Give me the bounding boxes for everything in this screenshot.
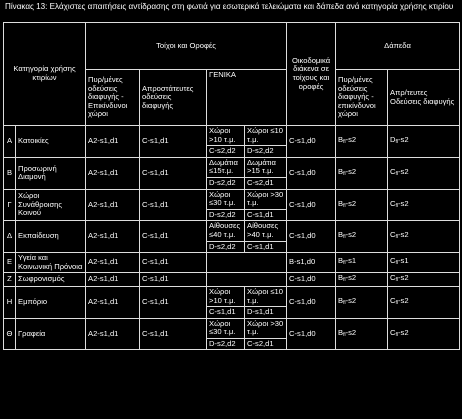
row-general-2-value: C-s1,d1	[245, 241, 287, 253]
row-masonry: C-s1,d0	[287, 273, 336, 287]
row-category-name: Εμπόριο	[16, 286, 86, 318]
row-walls-protected: A2-s1,d1	[86, 157, 140, 189]
header-floors-unprotected: Απρ/τευτες Οδεύσεις διαφυγής	[388, 70, 460, 126]
row-letter: Β	[4, 157, 16, 189]
row-floors-unprotected: $C_{fl}-s2$	[388, 189, 460, 221]
row-general-2-title: Αίθουσες >40 τ.μ.	[245, 221, 287, 241]
row-letter: Δ	[4, 221, 16, 253]
row-general-2-title: Χώροι >30 τ.μ.	[245, 189, 287, 209]
floor-class-subscript: fl	[395, 300, 399, 306]
row-walls-unprotected: C-s1,d1	[140, 253, 207, 273]
row-walls-protected: A2-s1,d1	[86, 221, 140, 253]
row-general-1-title: Χώροι ≤30 τ.μ.	[207, 189, 245, 209]
floor-class-subscript: fl	[343, 331, 346, 338]
row-masonry: C-s1,d0	[287, 318, 336, 350]
row-floors-unprotected: $C_{fl}-s2$	[388, 221, 460, 253]
row-floors-protected: $B_{fl}-s1$	[336, 253, 388, 273]
row-letter: Θ	[4, 318, 16, 350]
floor-class-subscript: fl	[395, 139, 399, 146]
row-category-name: Γραφεία	[16, 318, 86, 350]
header-masonry: Οικοδομικά διάκενα σε τοίχους και οροφές	[287, 23, 336, 126]
row-floors-protected: $B_{fl}-s2$	[336, 157, 388, 189]
header-floors-protected: Πυρ/μένες οδεύσεις διαφυγής - επικίνδυνοι χώροι	[336, 70, 388, 126]
row-floors-protected: $B_{fl}-s2$	[336, 286, 388, 318]
row-walls-protected: A2-s1,d1	[86, 126, 140, 158]
floor-class-subscript: fl	[343, 202, 346, 209]
row-general-1-title: Αίθουσες ≤40 τ.μ.	[207, 221, 245, 241]
row-general-2-title: Χώροι ≤10 τ.μ.	[245, 126, 287, 146]
table-row	[4, 126, 460, 146]
row-walls-protected: A2-s1,d1	[86, 189, 140, 221]
floor-class-subscript: fl	[343, 260, 346, 267]
row-walls-unprotected: C-s1,d1	[140, 126, 207, 158]
header-walls-general: ΓΕΝΙΚΑ	[207, 70, 287, 126]
row-general-1-title: Δωμάτια ≤15τ.μ.	[207, 157, 245, 177]
row-walls-unprotected: C-s1,d1	[140, 221, 207, 253]
row-walls-protected: A2-s1,d1	[86, 253, 140, 273]
row-general-1-title: Χώροι >10 τ.μ.	[207, 286, 245, 306]
row-category-name: Σωφρονισμός	[16, 273, 86, 287]
row-floors-protected: $B_{fl}-s2$	[336, 273, 388, 287]
row-masonry: B-s1,d0	[287, 253, 336, 273]
row-floors-protected: $B_{fl}-s2$	[336, 189, 388, 221]
header-floors: Δάπεδα	[336, 23, 460, 70]
table-row	[4, 286, 460, 306]
table-row	[4, 221, 460, 241]
row-masonry: C-s1,d0	[287, 286, 336, 318]
row-category-name: Χώροι Συνάθροισης Κοινού	[16, 189, 86, 221]
table-row	[4, 157, 460, 177]
floor-class-subscript: fl	[343, 234, 346, 241]
row-masonry: C-s1,d0	[287, 221, 336, 253]
floor-class-subscript: fl	[395, 260, 399, 267]
row-general	[207, 273, 287, 287]
header-walls-unprotected: Απροστάτευτες οδεύσεις διαφυγής	[140, 70, 207, 126]
row-walls-unprotected: C-s1,d1	[140, 318, 207, 350]
table-row	[4, 318, 460, 338]
row-walls-unprotected: C-s1,d1	[140, 286, 207, 318]
row-letter: Η	[4, 286, 16, 318]
row-general-1-value: D-s2,d2	[207, 241, 245, 253]
header-walls-protected: Πυρ/μένες οδεύσεις διαφυγής - Επικίνδυνοι χώροι	[86, 70, 140, 126]
row-general-1-value: D-s2,d2	[207, 209, 245, 221]
row-masonry: C-s1,d0	[287, 157, 336, 189]
row-walls-protected: A2-s1,d1	[86, 318, 140, 350]
row-floors-protected: $B_{fl}-s2$	[336, 126, 388, 158]
row-walls-unprotected: C-s1,d1	[140, 273, 207, 287]
row-walls-protected: A2-s1,d1	[86, 273, 140, 287]
row-floors-unprotected: $C_{fl}-s1$	[388, 253, 460, 273]
row-general-2-value: D-s1,d1	[245, 307, 287, 319]
row-category-name: Κατοικίες	[16, 126, 86, 158]
header-category: Κατηγορία χρήσης κτιρίων	[4, 23, 86, 126]
row-category-name: Εκπαίδευση	[16, 221, 86, 253]
row-general-2-value: C-s1,d1	[245, 209, 287, 221]
row-general-2-value: C-s2,d1	[245, 177, 287, 189]
row-general-2-title: Δωμάτια >15 τ.μ.	[245, 157, 287, 177]
row-general-2-value: D-s2,d2	[245, 146, 287, 158]
row-general-2-title: Χώροι >30 τ.μ.	[245, 318, 287, 338]
row-floors-unprotected: $C_{fl}-s2$	[388, 157, 460, 189]
row-floors-unprotected: $C_{fl}-s2$	[388, 273, 460, 287]
row-walls-protected: A2-s1,d1	[86, 286, 140, 318]
row-letter: Α	[4, 126, 16, 158]
row-floors-unprotected: $C_{fl}-s2$	[388, 318, 460, 350]
row-general-2-title: Χώροι ≤10 τ.μ.	[245, 286, 287, 306]
row-masonry: C-s1,d0	[287, 189, 336, 221]
row-floors-protected: $B_{fl}-s2$	[336, 318, 388, 350]
floor-class-subscript: fl	[395, 331, 399, 338]
row-general-1-value: C-s1,d1	[207, 307, 245, 319]
row-letter: Γ	[4, 189, 16, 221]
row-letter: Ζ	[4, 273, 16, 287]
row-general-1-title: Χώροι ≤30 τ.μ.	[207, 318, 245, 338]
fire-reaction-table	[3, 22, 460, 350]
row-general-1-title: Χώροι >10 τ.μ.	[207, 126, 245, 146]
table-row	[4, 273, 460, 287]
floor-class-subscript: fl	[343, 300, 346, 306]
row-walls-unprotected: C-s1,d1	[140, 157, 207, 189]
table-row	[4, 189, 460, 209]
table-caption: Πίνακας 13: Ελάχιστες απαιτήσεις αντίδρασης στη φωτιά για εσωτερικά τελειώματα και δάπεδα ανά κατηγορία χρήσης κτιρίου	[5, 2, 454, 11]
row-general-1-value: C-s2,d2	[207, 146, 245, 158]
row-floors-protected: $B_{fl}-s2$	[336, 221, 388, 253]
row-general	[207, 253, 287, 273]
row-general-1-value: D-s2,d2	[207, 338, 245, 350]
row-floors-unprotected: $D_{fl}-s2$	[388, 126, 460, 158]
floor-class-subscript: fl	[395, 170, 399, 177]
table-row	[4, 253, 460, 273]
row-letter: Ε	[4, 253, 16, 273]
row-floors-unprotected: $C_{fl}-s2$	[388, 286, 460, 318]
header-walls: Τοίχοι και Οροφές	[86, 23, 287, 70]
floor-class-subscript: fl	[395, 202, 399, 209]
floor-class-subscript: fl	[343, 170, 346, 177]
row-masonry: C-s1,d0	[287, 126, 336, 158]
floor-class-subscript: fl	[395, 277, 399, 284]
row-walls-unprotected: C-s1,d1	[140, 189, 207, 221]
row-general-2-value: C-s2,d1	[245, 338, 287, 350]
row-category-name: Υγεία και Κοινωνική Πρόνοια	[16, 253, 86, 273]
floor-class-subscript: fl	[395, 234, 399, 241]
row-category-name: Προσωρινή Διαμονή	[16, 157, 86, 189]
floor-class-subscript: fl	[343, 277, 346, 284]
row-general-1-value: D-s2,d2	[207, 177, 245, 189]
floor-class-subscript: fl	[343, 139, 346, 146]
